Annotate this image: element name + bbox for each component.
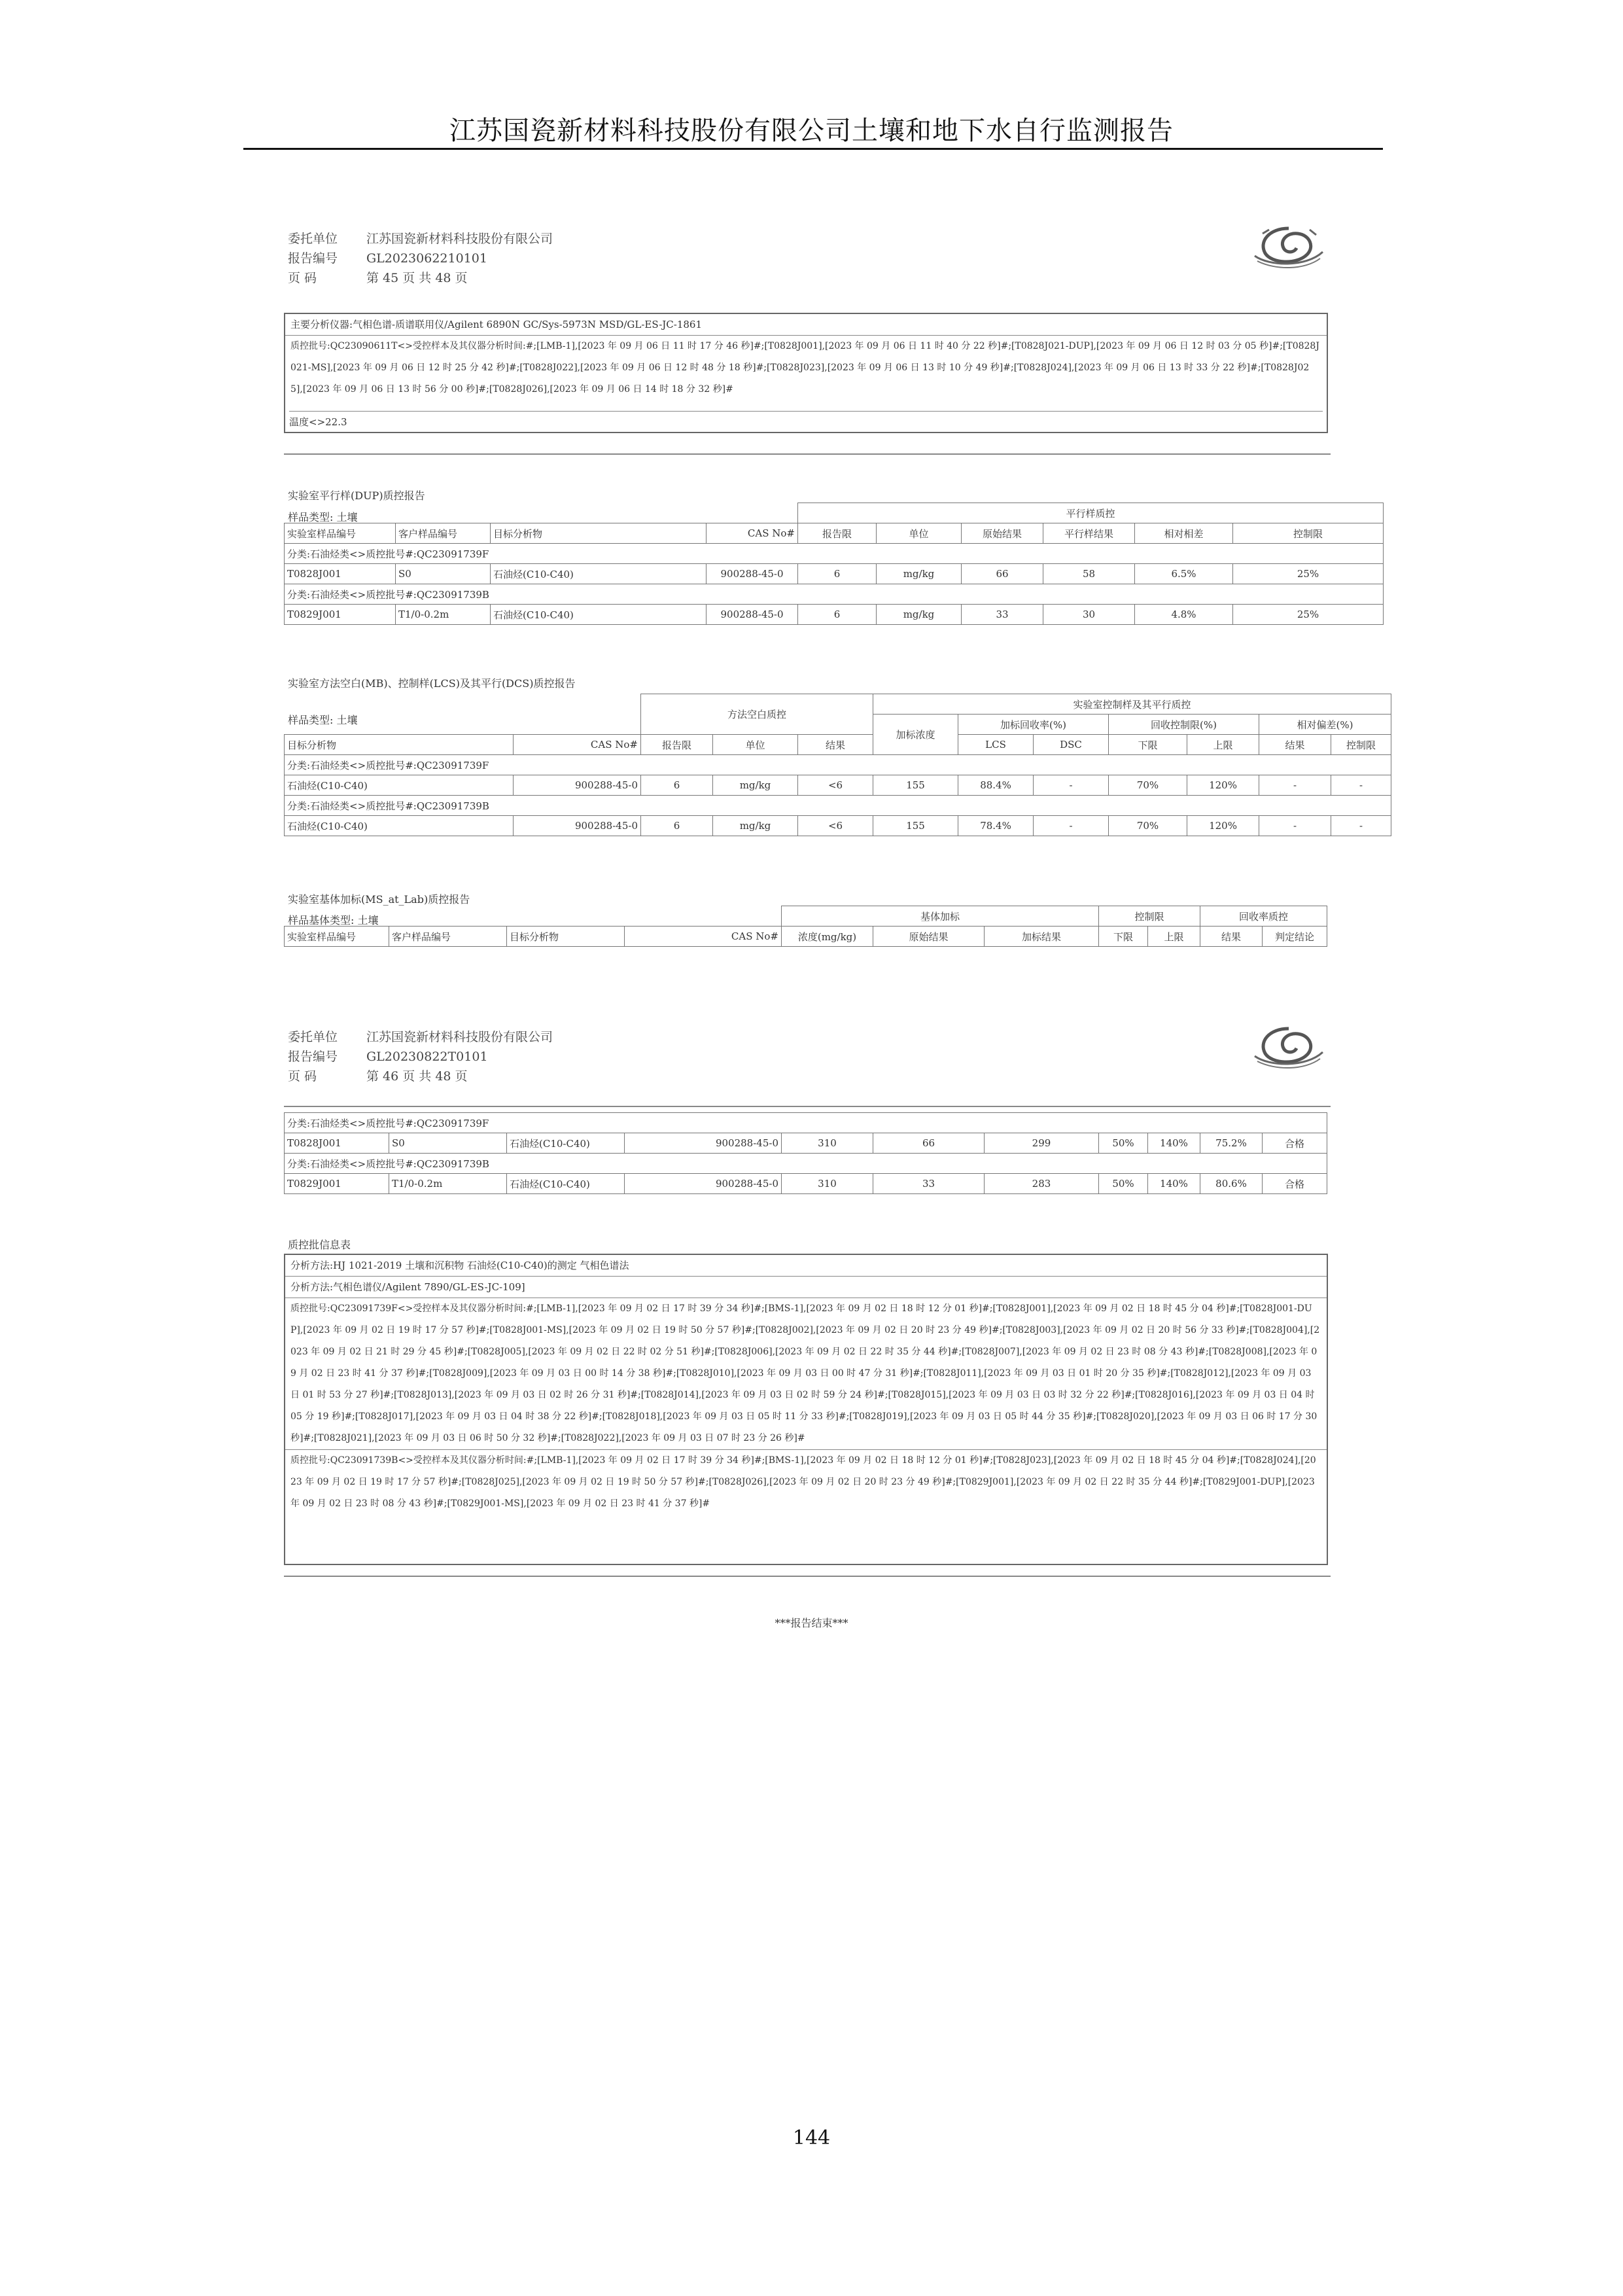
client-name: 江苏国瓷新材料科技股份有限公司 (366, 232, 553, 246)
cell: 120% (1187, 775, 1259, 796)
instrument-text: 主要分析仪器:气相色谱-质谱联用仪/Agilent 6890N GC/Sys-5973N MSD/GL-ES-JC-1861 (285, 314, 1327, 336)
col-header: 实验室样品编号 (285, 523, 396, 544)
company-logo-icon (1249, 219, 1328, 272)
qc-batch-title: 质控批信息表 (288, 1239, 351, 1251)
group-label: 分类:石油烃类<>质控批号#:QC23091739F (285, 1113, 1327, 1133)
dup-report-title: 实验室平行样(DUP)质控报告 (288, 489, 425, 502)
cell: 50% (1099, 1174, 1148, 1194)
cell: 66 (962, 564, 1043, 584)
cell: 25% (1233, 605, 1384, 625)
cell: 900288-45-0 (625, 1174, 782, 1194)
mb-sample-type: 样品类型: 土壤 (288, 714, 358, 726)
cell: 78.4% (958, 816, 1034, 836)
cell: - (1259, 775, 1331, 796)
divider (284, 453, 1331, 455)
table-row (285, 605, 1384, 625)
col-header: 上限 (1148, 927, 1200, 947)
qc-sequence-text: 质控批号:QC23091739B<>受控样本及其仪器分析时间:#;[LMB-1],[2023 年 09 月 02 日 17 时 39 分 34 秒]#;[BMS-1],[2023 年 09 月 02 日 18 时 12 分 01 秒]#;[T0828J023],[2023 年 09 月 02 日 18 时 45 分 04 秒]#;[T0828J024],[2023 年 09 月 02 日 19 时 17 分 57 秒]#;[T0828J025],[2023 年 09 月 02 日 19 时 50 分 57 秒]#;[T0828J026],[2023 年 09 月 02 日 20 时 23 分 49 秒]#;[T0829J001],[2023 年 09 月 02 日 22 时 35 分 44 秒]#;[T0829J001-DUP],[2023 年 09 月 02 日 23 时 08 分 43 秒]#;[T0829J001-MS],[2023 年 09 月 02 日 23 时 41 分 37 秒]# (290, 1455, 1316, 1509)
page-number: 144 (792, 2127, 831, 2149)
col-header: 报告限 (641, 735, 713, 755)
cell: mg/kg (877, 564, 962, 584)
cell: 900288-45-0 (707, 605, 798, 625)
report-meta-2 (288, 1027, 553, 1086)
dup-group-label-row (285, 584, 1384, 605)
mb-report-title: 实验室方法空白(MB)、控制样(LCS)及其平行(DCS)质控报告 (288, 677, 576, 690)
cell: 70% (1109, 816, 1187, 836)
cell: 75.2% (1200, 1133, 1263, 1154)
cell: 石油烃(C10-C40) (507, 1133, 625, 1154)
ms-top-header-row (285, 906, 1327, 927)
col-header: 报告限 (798, 523, 877, 544)
group-label: 分类:石油烃类<>质控批号#:QC23091739F (285, 544, 1384, 564)
cell: mg/kg (713, 816, 798, 836)
control-header: 控制限 (1099, 906, 1200, 927)
ms-table (284, 906, 1327, 947)
cell: 6.5% (1135, 564, 1233, 584)
cell: 66 (873, 1133, 985, 1154)
cell: 155 (873, 775, 958, 796)
page-key: 页 码 (288, 1069, 317, 1084)
col-header: DSC (1034, 735, 1109, 755)
cell: T0829J001 (285, 605, 396, 625)
group-label: 分类:石油烃类<>质控批号#:QC23091739F (285, 755, 1391, 775)
cell: 50% (1099, 1133, 1148, 1154)
cell: 120% (1187, 816, 1259, 836)
col-header: 控制限 (1331, 735, 1391, 755)
instrument-text: 分析方法:气相色谱仪/Agilent 7890/GL-ES-JC-109] (285, 1277, 1327, 1298)
page-info: 第 45 页 共 48 页 (366, 271, 468, 285)
client-key: 委托单位 (288, 232, 338, 246)
group-label: 分类:石油烃类<>质控批号#:QC23091739B (285, 1154, 1327, 1174)
qc-batch-box (284, 1254, 1328, 1565)
cell: 155 (873, 816, 958, 836)
cell: S0 (389, 1133, 507, 1154)
cell: 4.8% (1135, 605, 1233, 625)
cell: 6 (641, 816, 713, 836)
cell: mg/kg (713, 775, 798, 796)
mb-top-header-row (285, 694, 1391, 715)
col-header: 目标分析物 (507, 927, 625, 947)
cell: T1/0-0.2m (389, 1174, 507, 1194)
cell: 900288-45-0 (514, 775, 641, 796)
cell: 80.6% (1200, 1174, 1263, 1194)
col-header: 结果 (1200, 927, 1263, 947)
col-header: 单位 (713, 735, 798, 755)
cell: - (1034, 775, 1109, 796)
cell: - (1259, 816, 1331, 836)
report-no-key: 报告编号 (288, 251, 338, 266)
ms-group-label-row (285, 1113, 1327, 1133)
header-divider (243, 148, 1383, 150)
matrix-header: 基体加标 (782, 906, 1099, 927)
col-header: CAS No# (707, 523, 798, 544)
col-header: CAS No# (514, 735, 641, 755)
dup-group-label-row (285, 544, 1384, 564)
cell: - (1331, 775, 1391, 796)
col-header: 客户样品编号 (389, 927, 507, 947)
col-header: 目标分析物 (491, 523, 707, 544)
report-end-mark: ***报告结束*** (775, 1617, 848, 1629)
divider (284, 1106, 1331, 1107)
col-header: 下限 (1099, 927, 1148, 947)
mb-group-label-row (285, 796, 1391, 816)
spike-conc-header: 加标浓度 (873, 715, 958, 755)
col-header: 结果 (798, 735, 873, 755)
col-header: 目标分析物 (285, 735, 514, 755)
cell: T0829J001 (285, 1174, 389, 1194)
col-header: 原始结果 (962, 523, 1043, 544)
temperature-text: 温度<>22.3 (289, 411, 1323, 433)
qc-sequence-text: 质控批号:QC23091739F<>受控样本及其仪器分析时间:#;[LMB-1],[2023 年 09 月 02 日 17 时 39 分 34 秒]#;[BMS-1],[2023 年 09 月 02 日 18 时 12 分 01 秒]#;[T0828J001],[2023 年 09 月 02 日 18 时 45 分 04 秒]#;[T0828J001-DUP],[2023 年 09 月 02 日 19 时 17 分 57 秒]#;[T0828J001-MS],[2023 年 09 月 02 日 19 时 50 分 57 秒]#;[T0828J002],[2023 年 09 月 02 日 20 时 23 分 49 秒]#;[T0828J003],[2023 年 09 月 02 日 20 时 56 分 33 秒]#;[T0828J004],[2023 年 09 月 02 日 21 时 29 分 45 秒]#;[T0828J005],[2023 年 09 月 02 日 22 时 02 分 51 秒]#;[T0828J006],[2023 年 09 月 02 日 22 时 35 分 44 秒]#;[T0828J007],[2023 年 09 月 02 日 23 时 08 分 43 秒]#;[T0828J008],[2023 年 09 月 02 日 23 时 41 分 37 秒]#;[T0828J009],[2023 年 09 月 03 日 00 时 14 分 38 秒]#;[T0828J010],[2023 年 09 月 03 日 00 时 47 分 31 秒]#;[T0828J011],[2023 年 09 月 03 日 01 时 20 分 35 秒]#;[T0828J012],[2023 年 09 月 03 日 01 时 53 分 27 秒]#;[T0828J013],[2023 年 09 月 03 日 02 时 26 分 31 秒]#;[T0828J014],[2023 年 09 月 03 日 02 时 59 分 24 秒]#;[T0828J015],[2023 年 09 月 03 日 03 时 32 分 22 秒]#;[T0828J016],[2023 年 09 月 03 日 04 时 05 分 19 秒]#;[T0828J017],[2023 年 09 月 03 日 04 时 38 分 22 秒]#;[T0828J018],[2023 年 09 月 03 日 05 时 11 分 33 秒]#;[T0828J019],[2023 年 09 月 03 日 05 时 44 分 35 秒]#;[T0828J020],[2023 年 09 月 03 日 06 时 17 分 30 秒]#;[T0828J021],[2023 年 09 月 03 日 06 时 50 分 32 秒]#;[T0828J022],[2023 年 09 月 03 日 07 时 23 分 26 秒]# (285, 1298, 1327, 1450)
ms-header-row (285, 927, 1327, 947)
blank-header: 方法空白质控 (641, 694, 873, 735)
table-row (285, 816, 1391, 836)
client-name: 江苏国瓷新材料科技股份有限公司 (366, 1030, 553, 1044)
cell: - (1034, 816, 1109, 836)
cell: <6 (798, 816, 873, 836)
cell: 25% (1233, 564, 1384, 584)
cell: 900288-45-0 (514, 816, 641, 836)
cell: 70% (1109, 775, 1187, 796)
cell: 88.4% (958, 775, 1034, 796)
cell: 石油烃(C10-C40) (285, 775, 514, 796)
recovery-header: 加标回收率(%) (958, 715, 1109, 735)
col-header: CAS No# (625, 927, 782, 947)
group-label: 分类:石油烃类<>质控批号#:QC23091739B (285, 584, 1384, 605)
report-meta-1 (288, 229, 553, 288)
client-key: 委托单位 (288, 1030, 338, 1044)
col-header: 平行样结果 (1043, 523, 1135, 544)
cell: mg/kg (877, 605, 962, 625)
cell: 6 (798, 564, 877, 584)
group-label: 分类:石油烃类<>质控批号#:QC23091739B (285, 796, 1391, 816)
col-header: 下限 (1109, 735, 1187, 755)
cell: 合格 (1263, 1174, 1327, 1194)
col-header: 加标结果 (985, 927, 1099, 947)
cell: 33 (962, 605, 1043, 625)
cell: 石油烃(C10-C40) (507, 1174, 625, 1194)
cell: - (1331, 816, 1391, 836)
cell: 合格 (1263, 1133, 1327, 1154)
recovery-header: 回收率质控 (1200, 906, 1327, 927)
cell: 140% (1148, 1174, 1200, 1194)
cell: 900288-45-0 (625, 1133, 782, 1154)
report-no-key: 报告编号 (288, 1050, 338, 1064)
cell: S0 (396, 564, 491, 584)
mb-group-label-row (285, 755, 1391, 775)
mb-lcs-table (284, 694, 1391, 836)
document-header-title: 江苏国瓷新材料科技股份有限公司土壤和地下水自行监测报告 (449, 116, 1174, 146)
cell: 6 (641, 775, 713, 796)
mb-header-row (285, 735, 1391, 755)
dup-group-header-row (285, 503, 1384, 523)
cell: 58 (1043, 564, 1135, 584)
ms-continuation-table (284, 1112, 1327, 1194)
cell: 石油烃(C10-C40) (491, 564, 707, 584)
company-logo-icon (1249, 1019, 1328, 1072)
cell: 900288-45-0 (707, 564, 798, 584)
ms-report-title: 实验室基体加标(MS_at_Lab)质控报告 (288, 893, 470, 906)
col-header: 结果 (1259, 735, 1331, 755)
table-row (285, 1133, 1327, 1154)
rel-header: 相对偏差(%) (1259, 715, 1391, 735)
cell: 石油烃(C10-C40) (491, 605, 707, 625)
limit-header: 回收控制限(%) (1109, 715, 1259, 735)
method-text: 分析方法:HJ 1021-2019 土壤和沉积物 石油烃(C10-C40)的测定 气相色谱法 (285, 1255, 1327, 1277)
col-header: 上限 (1187, 735, 1259, 755)
page-key: 页 码 (288, 271, 317, 285)
col-header: 单位 (877, 523, 962, 544)
dup-header-row (285, 523, 1384, 544)
col-header: 原始结果 (873, 927, 985, 947)
cell: T1/0-0.2m (396, 605, 491, 625)
cell: 310 (782, 1174, 873, 1194)
ms-group-label-row (285, 1154, 1327, 1174)
report-number: GL20230822T0101 (366, 1050, 488, 1064)
table-row (285, 1174, 1327, 1194)
cell: 石油烃(C10-C40) (285, 816, 514, 836)
divider (284, 1576, 1331, 1577)
dup-group-header: 平行样质控 (798, 503, 1384, 523)
lcs-header: 实验室控制样及其平行质控 (873, 694, 1391, 715)
ms-sample-type: 样品基体类型: 土壤 (288, 914, 379, 927)
dup-table (284, 503, 1384, 625)
col-header: LCS (958, 735, 1034, 755)
table-row (285, 564, 1384, 584)
page-info: 第 46 页 共 48 页 (366, 1069, 468, 1084)
col-header: 客户样品编号 (396, 523, 491, 544)
cell: 6 (798, 605, 877, 625)
qc-sequence-text: 质控批号:QC23090611T<>受控样本及其仪器分析时间:#;[LMB-1],[2023 年 09 月 06 日 11 时 17 分 46 秒]#;[T0828J001],[2023 年 09 月 06 日 11 时 40 分 22 秒]#;[T0828J021-DUP],[2023 年 09 月 06 日 12 时 03 分 05 秒]#;[T0828J021-MS],[2023 年 09 月 06 日 12 时 25 分 42 秒]#;[T0828J022],[2023 年 09 月 06 日 12 时 48 分 18 秒]#;[T0828J023],[2023 年 09 月 06 日 13 时 10 分 49 秒]#;[T0828J024],[2023 年 09 月 06 日 13 时 33 分 22 秒]#;[T0828J025],[2023 年 09 月 06 日 13 时 56 分 00 秒]#;[T0828J026],[2023 年 09 月 06 日 14 时 18 分 32 秒]# (290, 341, 1319, 395)
cell: T0828J001 (285, 1133, 389, 1154)
dup-sample-type: 样品类型: 土壤 (288, 511, 358, 523)
col-header: 浓度(mg/kg) (782, 927, 873, 947)
cell: 299 (985, 1133, 1099, 1154)
report-number: GL2023062210101 (366, 251, 487, 266)
col-header: 相对相差 (1135, 523, 1233, 544)
col-header: 控制限 (1233, 523, 1384, 544)
cell: T0828J001 (285, 564, 396, 584)
cell: 140% (1148, 1133, 1200, 1154)
cell: 30 (1043, 605, 1135, 625)
cell: 33 (873, 1174, 985, 1194)
cell: <6 (798, 775, 873, 796)
col-header: 判定结论 (1263, 927, 1327, 947)
table-row (285, 775, 1391, 796)
col-header: 实验室样品编号 (285, 927, 389, 947)
cell: 310 (782, 1133, 873, 1154)
cell: 283 (985, 1174, 1099, 1194)
